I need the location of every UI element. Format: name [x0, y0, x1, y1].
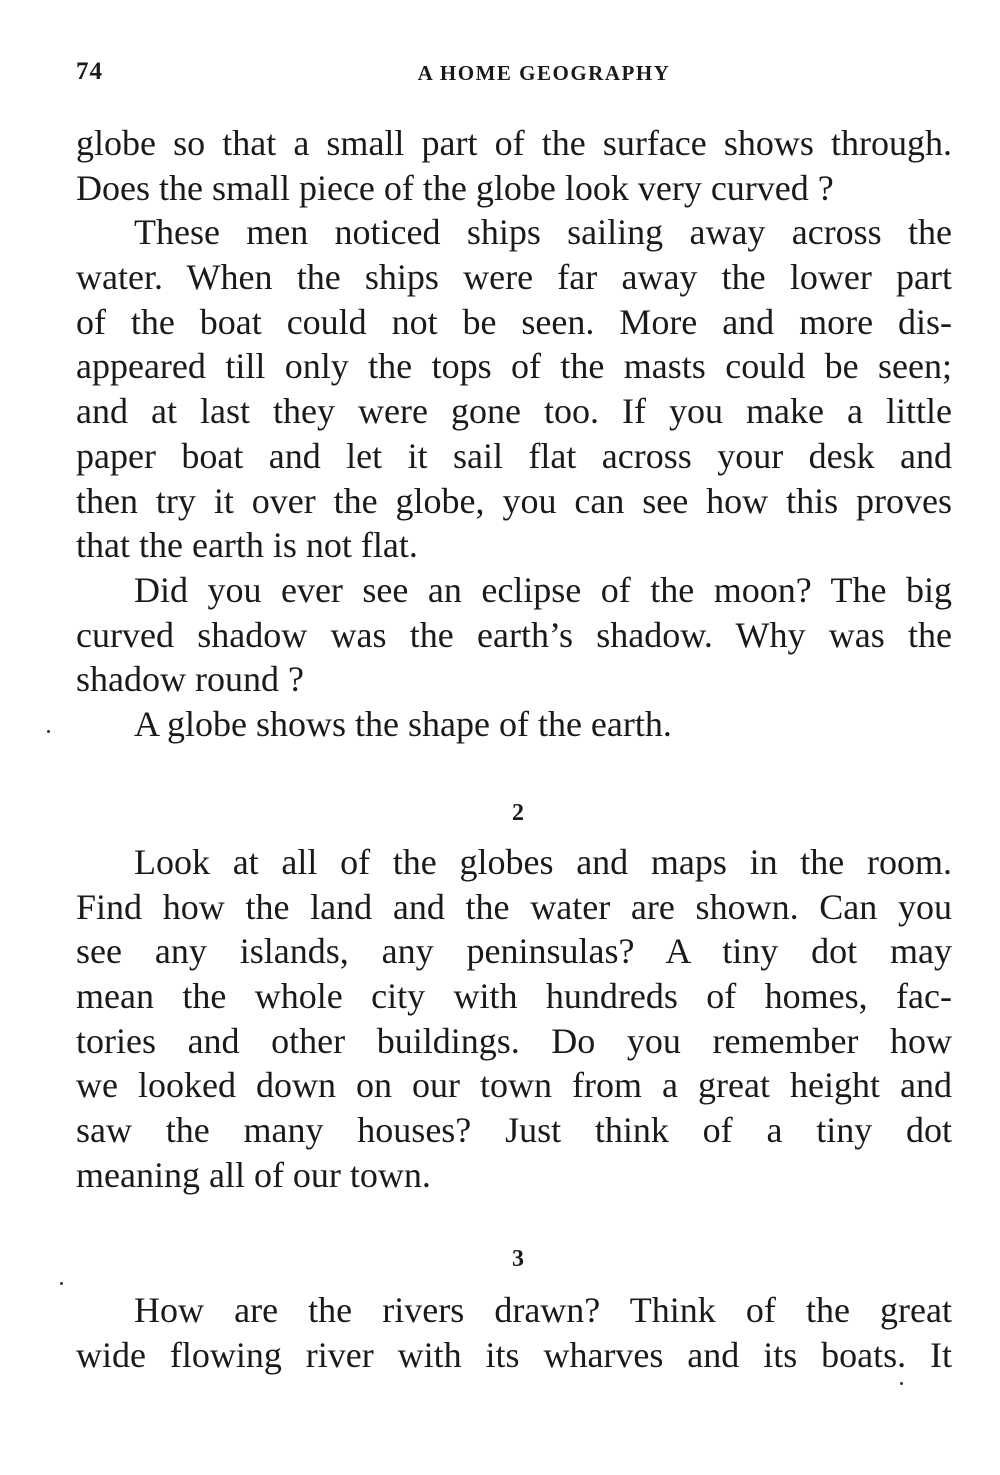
text-line: then try it over the globe, you can see how this proves	[76, 480, 952, 521]
text-line: wide flowing river with its wharves and its boats. It	[76, 1334, 952, 1375]
section-number: 3	[512, 1246, 524, 1272]
text-line: and at last they were gone too. If you make a little	[76, 391, 952, 432]
text-line: Did you ever see an eclipse of the moon? The big	[134, 569, 952, 610]
text-line: of the boat could not be seen. More and more dis-	[76, 301, 952, 342]
section-2-text	[76, 840, 952, 1198]
text-line: that the earth is not flat.	[76, 525, 418, 566]
text-line: shadow round ?	[76, 659, 304, 700]
scan-speck	[47, 730, 50, 733]
section-3-text	[76, 1288, 952, 1377]
section-1-text	[76, 121, 952, 747]
text-line: water. When the ships were far away the lower part	[76, 257, 952, 298]
section-number: 2	[512, 800, 524, 826]
text-line: How are the rivers drawn? Think of the great	[134, 1290, 952, 1330]
text-line: Does the small piece of the globe look very curved ?	[76, 167, 834, 208]
text-line: saw the many houses? Just think of a tiny dot	[76, 1110, 952, 1151]
text-line: we looked down on our town from a great height and	[76, 1065, 952, 1106]
text-line: tories and other buildings. Do you remember how	[76, 1020, 952, 1061]
scan-speck	[60, 1282, 63, 1285]
text-line: curved shadow was the earth’s shadow. Why was the	[76, 614, 952, 655]
running-head	[76, 58, 952, 94]
text-line: appeared till only the tops of the masts could be seen;	[76, 346, 952, 387]
text-line: mean the whole city with hundreds of homes, fac-	[76, 976, 952, 1017]
text-line: paper boat and let it sail flat across your desk and	[76, 435, 952, 476]
text-line: globe so that a small part of the surface shows through.	[76, 123, 952, 163]
text-line: Look at all of the globes and maps in the room.	[134, 842, 952, 882]
text-line: A globe shows the shape of the earth.	[134, 703, 672, 744]
text-line: meaning all of our town.	[76, 1154, 431, 1195]
text-line: see any islands, any peninsulas? A tiny dot may	[76, 931, 952, 972]
page-number: 74	[76, 58, 103, 85]
running-title: A HOME GEOGRAPHY	[417, 61, 671, 85]
text-line: These men noticed ships sailing away across the	[134, 212, 952, 253]
text-line: Find how the land and the water are shown. Can you	[76, 886, 952, 927]
scan-speck	[900, 1382, 903, 1385]
